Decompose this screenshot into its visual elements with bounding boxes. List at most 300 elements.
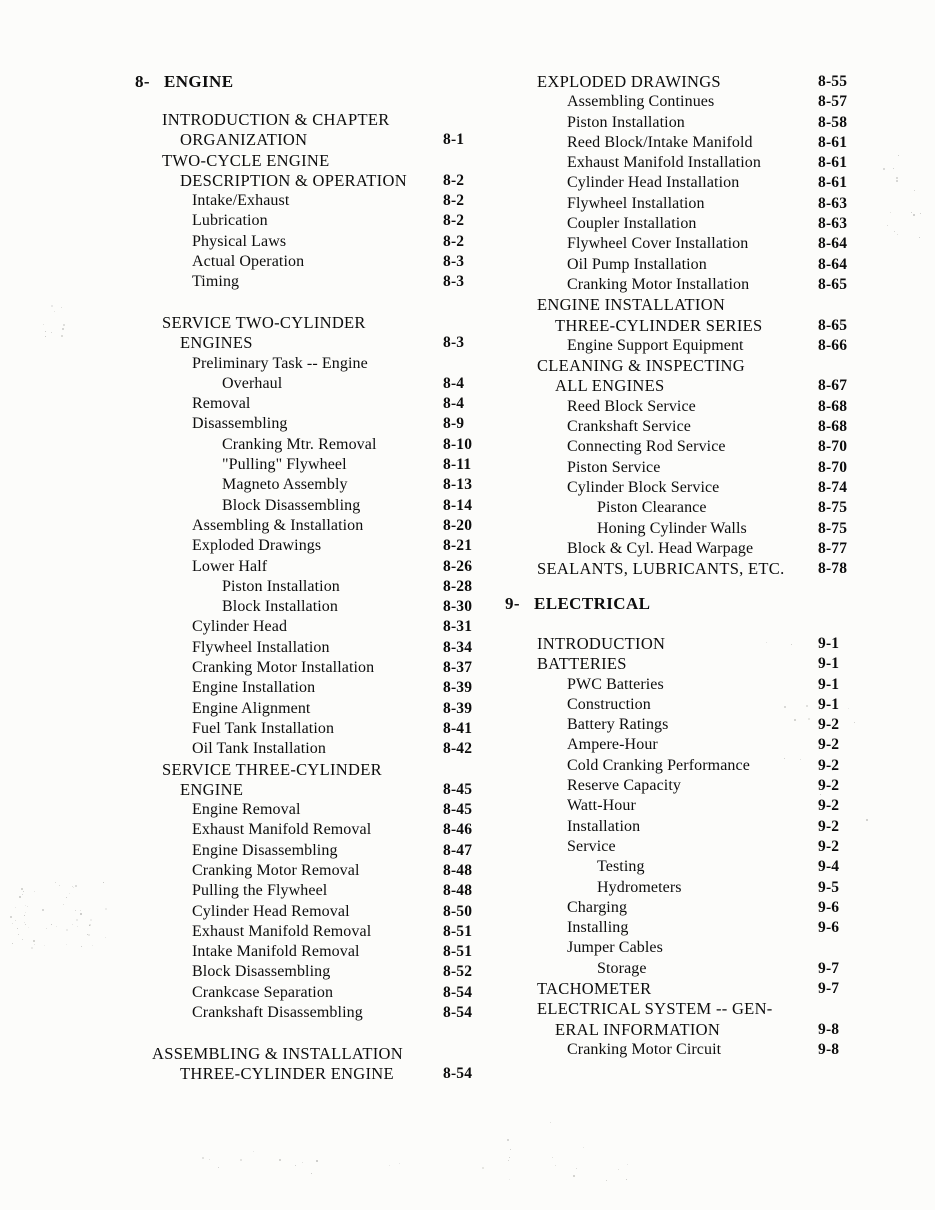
scan-speckle xyxy=(103,882,104,883)
scan-speckle xyxy=(81,946,82,947)
toc-entry-page-number: 8-20 xyxy=(443,516,473,534)
toc-entry[interactable] xyxy=(0,435,500,455)
toc-entry[interactable] xyxy=(0,902,500,922)
toc-entry[interactable] xyxy=(0,232,500,252)
toc-entry-label: Fuel Tank Installation xyxy=(192,719,335,737)
scan-speckle xyxy=(766,642,767,643)
toc-entry-page-number: 8-13 xyxy=(443,476,473,494)
toc-entry[interactable] xyxy=(500,234,935,254)
toc-entry-label: Reed Block Service xyxy=(567,397,696,415)
toc-entry[interactable] xyxy=(500,133,935,153)
scan-speckle xyxy=(509,1179,510,1180)
toc-entry-page-number: 8-46 xyxy=(443,821,473,839)
toc-entry-page-number: 8-41 xyxy=(443,719,473,737)
toc-entry[interactable] xyxy=(0,861,500,881)
toc-entry-page-number: 8-37 xyxy=(443,659,473,677)
toc-entry-label: BATTERIES xyxy=(537,654,627,674)
toc-entry-label: Testing xyxy=(597,858,645,876)
toc-entry-label: Oil Tank Installation xyxy=(192,740,326,758)
toc-entry-page-number: 8-11 xyxy=(443,456,472,474)
toc-entry[interactable] xyxy=(0,211,500,231)
toc-entry-label: Removal xyxy=(192,395,251,413)
toc-entry-label: Flywheel Installation xyxy=(567,194,705,212)
toc-entry-label: Block Disassembling xyxy=(222,496,361,514)
scan-speckle xyxy=(606,1180,607,1181)
scan-speckle xyxy=(509,1157,510,1158)
toc-entry-label: Reed Block/Intake Manifold xyxy=(567,133,753,151)
toc-entry[interactable] xyxy=(0,354,500,374)
toc-entry[interactable] xyxy=(0,252,500,272)
scan-speckle xyxy=(279,1159,281,1161)
toc-entry-page-number: 8-75 xyxy=(818,499,848,517)
toc-entry-label: DESCRIPTION & OPERATION xyxy=(180,170,407,190)
toc-entry[interactable] xyxy=(0,1064,500,1084)
toc-entry[interactable] xyxy=(500,756,935,776)
scan-speckle xyxy=(218,1167,219,1168)
toc-entry[interactable] xyxy=(500,938,935,958)
toc-entry-page-number: 8-70 xyxy=(818,438,848,456)
toc-entry-label: Block Installation xyxy=(222,598,339,616)
scan-speckle xyxy=(898,155,899,156)
chapter-heading-engine xyxy=(135,72,233,92)
toc-entry-page-number: 8-3 xyxy=(443,253,465,271)
scan-speckle xyxy=(202,1157,204,1159)
scan-speckle xyxy=(23,891,24,892)
toc-entry[interactable] xyxy=(500,857,935,877)
toc-entry-label: Exhaust Manifold Removal xyxy=(192,922,372,940)
toc-entry[interactable] xyxy=(500,376,935,396)
toc-list-engine xyxy=(0,110,500,1084)
scan-speckle xyxy=(209,1159,210,1160)
toc-entry[interactable] xyxy=(0,475,500,495)
toc-entry-label: ASSEMBLING & INSTALLATION xyxy=(152,1043,403,1063)
toc-entry-page-number: 8-65 xyxy=(818,275,848,293)
toc-entry-page-number: 8-48 xyxy=(443,861,473,879)
scan-speckle xyxy=(399,1163,400,1164)
toc-entry-label: Cranking Motor Circuit xyxy=(567,1040,722,1058)
toc-entry[interactable] xyxy=(0,617,500,637)
toc-entry-label: Engine Disassembling xyxy=(192,841,338,859)
toc-entry[interactable] xyxy=(500,173,935,193)
scan-speckle xyxy=(51,924,52,925)
toc-entry-label: Engine Support Equipment xyxy=(567,336,744,354)
toc-entry[interactable] xyxy=(0,394,500,414)
toc-entry[interactable] xyxy=(0,719,500,739)
toc-entry[interactable] xyxy=(0,110,500,130)
toc-entry-page-number: 9-2 xyxy=(818,756,840,774)
toc-entry-page-number: 8-2 xyxy=(443,212,465,230)
toc-entry[interactable] xyxy=(0,536,500,556)
scan-speckle xyxy=(80,913,82,915)
toc-entry[interactable] xyxy=(500,194,935,214)
toc-entry[interactable] xyxy=(500,316,935,336)
toc-entry-label: ENGINES xyxy=(180,333,253,353)
scan-speckle xyxy=(51,332,52,333)
toc-entry-label: THREE-CYLINDER ENGINE xyxy=(180,1063,394,1083)
toc-entry-label: ORGANIZATION xyxy=(180,130,308,150)
toc-entry-label: Watt-Hour xyxy=(567,797,636,815)
toc-entry[interactable] xyxy=(0,820,500,840)
toc-entry-page-number: 8-66 xyxy=(818,336,848,354)
toc-entry-label: Ampere-Hour xyxy=(567,736,658,754)
scan-speckle xyxy=(887,225,888,226)
toc-entry-page-number: 9-2 xyxy=(818,797,840,815)
toc-entry[interactable] xyxy=(500,397,935,417)
scan-speckle xyxy=(896,177,898,179)
toc-entry[interactable] xyxy=(500,796,935,816)
toc-entry-label: Cranking Motor Removal xyxy=(192,861,360,879)
toc-entry-label: Construction xyxy=(567,695,651,713)
scan-speckle xyxy=(295,1165,296,1166)
toc-entry-page-number: 9-4 xyxy=(818,858,840,876)
toc-entry-page-number: 8-61 xyxy=(818,133,848,151)
scan-speckle xyxy=(19,896,21,898)
toc-entry-label: Block Disassembling xyxy=(192,963,331,981)
toc-entry[interactable] xyxy=(0,171,500,191)
toc-entry[interactable] xyxy=(500,878,935,898)
toc-entry-label: Oil Pump Installation xyxy=(567,255,707,273)
toc-entry-page-number: 8-28 xyxy=(443,577,473,595)
toc-entry-label: Piston Installation xyxy=(567,113,685,131)
toc-entry[interactable] xyxy=(0,191,500,211)
toc-entry[interactable] xyxy=(500,695,935,715)
toc-entry-label: Jumper Cables xyxy=(567,939,663,957)
toc-entry[interactable] xyxy=(0,151,500,171)
toc-entry-label: TACHOMETER xyxy=(537,979,652,999)
toc-entry[interactable] xyxy=(0,658,500,678)
toc-entry-label: Exhaust Manifold Installation xyxy=(567,154,761,172)
toc-spacer xyxy=(0,1023,500,1043)
toc-entry-label: EXPLODED DRAWINGS xyxy=(537,72,721,91)
scan-speckle xyxy=(311,1173,312,1174)
toc-entry[interactable] xyxy=(500,417,935,437)
scan-speckle xyxy=(18,934,19,935)
toc-entry-page-number: 8-4 xyxy=(443,395,465,413)
toc-entry-page-number: 8-2 xyxy=(443,192,465,210)
toc-entry[interactable] xyxy=(0,760,500,780)
toc-entry[interactable] xyxy=(500,735,935,755)
toc-entry-label: Cranking Motor Installation xyxy=(567,275,750,293)
toc-entry[interactable] xyxy=(500,72,935,92)
scan-speckle xyxy=(550,1122,551,1123)
toc-entry-label: Cylinder Head xyxy=(192,618,288,636)
toc-entry-page-number: 9-1 xyxy=(818,655,840,673)
toc-entry-label: Physical Laws xyxy=(192,232,287,250)
toc-entry[interactable] xyxy=(0,313,500,333)
toc-entry[interactable] xyxy=(500,478,935,498)
toc-entry-label: Piston Clearance xyxy=(597,499,707,517)
scan-speckle xyxy=(555,1165,556,1166)
toc-entry-page-number: 8-2 xyxy=(443,232,465,250)
toc-entry-label: Exhaust Manifold Removal xyxy=(192,821,372,839)
toc-entry-label: Assembling Continues xyxy=(567,93,715,111)
toc-entry[interactable] xyxy=(500,837,935,857)
toc-entry[interactable] xyxy=(0,678,500,698)
scan-speckle xyxy=(508,1160,509,1161)
toc-entry[interactable] xyxy=(500,634,935,654)
toc-entry-label: Piston Installation xyxy=(222,577,340,595)
toc-entry[interactable] xyxy=(0,983,500,1003)
toc-entry-page-number: 8-9 xyxy=(443,415,465,433)
toc-entry[interactable] xyxy=(0,557,500,577)
toc-entry[interactable] xyxy=(500,817,935,837)
toc-entry-label: ENGINE xyxy=(180,779,244,799)
toc-entry[interactable] xyxy=(500,498,935,518)
toc-entry-label: "Pulling" Flywheel xyxy=(222,456,347,474)
toc-entry-page-number: 8-4 xyxy=(443,374,465,392)
scan-speckle xyxy=(316,1160,318,1162)
toc-entry-label: Actual Operation xyxy=(192,253,305,271)
toc-entry-label: SEALANTS, LUBRICANTS, ETC. xyxy=(537,559,785,579)
toc-entry-label: Flywheel Cover Installation xyxy=(567,235,749,253)
toc-entry-page-number: 8-21 xyxy=(443,537,473,555)
scan-speckle xyxy=(25,912,26,913)
toc-entry-label: Block & Cyl. Head Warpage xyxy=(567,539,754,557)
scan-speckle xyxy=(105,937,106,938)
scan-speckle xyxy=(88,934,90,936)
scan-speckle xyxy=(894,231,895,232)
toc-entry[interactable] xyxy=(500,255,935,275)
toc-entry-page-number: 8-70 xyxy=(818,458,848,476)
toc-entry-page-number: 8-34 xyxy=(443,638,473,656)
toc-entry-page-number: 8-48 xyxy=(443,882,473,900)
toc-entry[interactable] xyxy=(500,776,935,796)
toc-entry[interactable] xyxy=(0,1003,500,1023)
toc-entry[interactable] xyxy=(0,942,500,962)
toc-entry-page-number: 9-8 xyxy=(818,1040,840,1058)
scan-speckle xyxy=(21,888,23,890)
toc-entry[interactable] xyxy=(500,918,935,938)
toc-entry-page-number: 9-1 xyxy=(818,635,840,652)
scan-speckle xyxy=(72,886,73,887)
toc-entry-label: Lubrication xyxy=(192,212,268,230)
toc-entry[interactable] xyxy=(500,979,935,999)
toc-entry[interactable] xyxy=(0,962,500,982)
toc-entry-label: Flywheel Installation xyxy=(192,638,330,656)
toc-entry[interactable] xyxy=(0,922,500,942)
toc-entry[interactable] xyxy=(0,739,500,759)
toc-entry-page-number: 8-57 xyxy=(818,93,848,111)
toc-entry-page-number: 8-75 xyxy=(818,519,848,537)
scan-speckle xyxy=(43,324,44,325)
toc-entry-label: Preliminary Task -- Engine xyxy=(192,354,368,372)
toc-entry[interactable] xyxy=(500,675,935,695)
toc-entry-label: Engine Installation xyxy=(192,679,316,697)
toc-entry[interactable] xyxy=(500,959,935,979)
toc-entry-label: ENGINE INSTALLATION xyxy=(537,295,726,315)
toc-entry-page-number: 8-31 xyxy=(443,618,473,636)
toc-entry-page-number: 8-42 xyxy=(443,740,473,758)
chapter-number: 8- xyxy=(135,72,150,91)
toc-entry-page-number: 8-54 xyxy=(443,983,473,1001)
scan-speckle xyxy=(27,906,28,907)
toc-entry[interactable] xyxy=(500,356,935,376)
toc-entry[interactable] xyxy=(500,519,935,539)
toc-entry[interactable] xyxy=(0,374,500,394)
toc-entry-page-number: 8-54 xyxy=(443,1004,473,1022)
scan-speckle xyxy=(15,920,16,921)
toc-entry-page-number: 8-61 xyxy=(818,154,848,172)
scan-speckle xyxy=(72,924,73,925)
toc-entry[interactable] xyxy=(0,638,500,658)
scan-speckle xyxy=(806,705,808,707)
scan-speckle xyxy=(63,324,65,326)
toc-entry-page-number: 8-47 xyxy=(443,841,473,859)
toc-entry-label: INTRODUCTION & CHAPTER xyxy=(162,110,390,129)
scan-speckle xyxy=(482,1167,484,1169)
toc-entry-label: Assembling & Installation xyxy=(192,516,364,534)
toc-entry-label: SERVICE THREE-CYLINDER xyxy=(162,759,382,779)
toc-entry[interactable] xyxy=(500,458,935,478)
toc-entry-page-number: 9-7 xyxy=(818,959,840,977)
toc-entry-page-number: 9-2 xyxy=(818,817,840,835)
toc-entry-label: Engine Removal xyxy=(192,801,301,819)
toc-entry[interactable] xyxy=(0,496,500,516)
toc-entry[interactable] xyxy=(0,516,500,536)
toc-entry[interactable] xyxy=(0,780,500,800)
toc-entry[interactable] xyxy=(500,654,935,674)
toc-entry-label: Disassembling xyxy=(192,415,288,433)
toc-entry-page-number: 8-45 xyxy=(443,801,473,819)
scan-speckle xyxy=(33,940,35,942)
scan-speckle xyxy=(897,234,898,235)
toc-entry[interactable] xyxy=(500,113,935,133)
toc-entry-page-number: 8-67 xyxy=(818,377,848,395)
chapter-heading-electrical xyxy=(505,594,650,614)
toc-entry-page-number: 8-54 xyxy=(443,1064,473,1082)
toc-entry[interactable] xyxy=(500,1040,935,1060)
toc-entry-label: ELECTRICAL SYSTEM -- GEN- xyxy=(537,999,773,1019)
toc-spacer xyxy=(0,293,500,313)
chapter-title: ENGINE xyxy=(163,72,234,91)
toc-entry[interactable] xyxy=(500,539,935,559)
chapter-title: ELECTRICAL xyxy=(533,594,651,613)
toc-entry[interactable] xyxy=(500,275,935,295)
toc-entry[interactable] xyxy=(0,841,500,861)
toc-entry-page-number: 8-63 xyxy=(818,194,848,212)
toc-entry-page-number: 8-10 xyxy=(443,435,473,453)
toc-entry[interactable] xyxy=(0,1044,500,1064)
toc-entry[interactable] xyxy=(500,898,935,918)
toc-entry-page-number: 8-74 xyxy=(818,478,848,496)
toc-entry-page-number: 8-1 xyxy=(443,131,465,149)
toc-entry-page-number: 8-51 xyxy=(443,943,473,961)
toc-entry-label: INTRODUCTION xyxy=(537,634,666,653)
toc-entry-label: Cylinder Head Installation xyxy=(567,174,740,192)
scan-speckle xyxy=(576,1168,577,1169)
toc-entry-page-number: 8-77 xyxy=(818,539,848,557)
toc-entry-page-number: 8-68 xyxy=(818,397,848,415)
toc-entry-page-number: 8-61 xyxy=(818,174,848,192)
toc-entry-page-number: 8-2 xyxy=(443,171,465,189)
toc-entry[interactable] xyxy=(500,437,935,457)
toc-entry-label: ALL ENGINES xyxy=(555,376,665,396)
scan-speckle xyxy=(302,1162,303,1163)
toc-entry[interactable] xyxy=(0,699,500,719)
toc-entry-label: Intake Manifold Removal xyxy=(192,943,360,961)
toc-entry[interactable] xyxy=(0,414,500,434)
toc-entry-label: Battery Ratings xyxy=(567,716,669,734)
toc-entry-label: Service xyxy=(567,837,616,855)
toc-entry-page-number: 8-65 xyxy=(818,316,848,334)
toc-entry-page-number: 8-63 xyxy=(818,215,848,233)
toc-entry-label: THREE-CYLINDER SERIES xyxy=(555,315,763,335)
toc-entry[interactable] xyxy=(500,559,935,579)
toc-entry-page-number: 9-2 xyxy=(818,837,840,855)
toc-entry-label: Installation xyxy=(567,817,641,835)
toc-entry-label: Exploded Drawings xyxy=(192,537,322,555)
toc-entry-label: Cold Cranking Performance xyxy=(567,756,750,774)
toc-entry-page-number: 9-6 xyxy=(818,898,840,916)
toc-entry-label: Connecting Rod Service xyxy=(567,438,726,456)
scan-speckle xyxy=(911,212,912,213)
toc-entry-page-number: 9-1 xyxy=(818,695,840,713)
toc-entry[interactable] xyxy=(500,336,935,356)
toc-entry[interactable] xyxy=(500,715,935,735)
toc-entry[interactable] xyxy=(0,800,500,820)
scan-speckle xyxy=(25,924,26,925)
scan-speckle xyxy=(784,758,785,759)
toc-entry[interactable] xyxy=(500,295,935,315)
toc-entry-label: Cylinder Block Service xyxy=(567,478,720,496)
toc-entry-label: Crankshaft Disassembling xyxy=(192,1004,363,1022)
scan-speckle xyxy=(45,331,46,332)
scan-speckle xyxy=(510,1149,511,1150)
toc-entry-page-number: 8-55 xyxy=(818,73,848,90)
toc-entry[interactable] xyxy=(500,1020,935,1040)
toc-entry-label: SERVICE TWO-CYLINDER xyxy=(162,312,366,332)
scan-speckle xyxy=(75,910,76,911)
toc-entry[interactable] xyxy=(500,153,935,173)
toc-entry[interactable] xyxy=(500,999,935,1019)
scan-speckle xyxy=(507,1139,509,1141)
toc-entry-label: Reserve Capacity xyxy=(567,777,681,795)
toc-entry-page-number: 9-6 xyxy=(818,919,840,937)
toc-entry-label: PWC Batteries xyxy=(567,675,664,693)
scan-speckle xyxy=(627,1164,628,1165)
toc-entry-label: Cranking Mtr. Removal xyxy=(222,435,377,453)
toc-entry[interactable] xyxy=(500,214,935,234)
toc-entry-page-number: 8-30 xyxy=(443,598,473,616)
scan-speckle xyxy=(105,908,107,910)
toc-entry[interactable] xyxy=(0,333,500,353)
toc-entry[interactable] xyxy=(0,455,500,475)
toc-entry-page-number: 8-26 xyxy=(443,557,473,575)
toc-entry-page-number: 8-78 xyxy=(818,560,848,578)
toc-entry-page-number: 8-52 xyxy=(443,963,473,981)
toc-entry[interactable] xyxy=(0,597,500,617)
toc-entry-label: Timing xyxy=(192,273,240,291)
toc-entry-page-number: 9-5 xyxy=(818,878,840,896)
scan-speckle xyxy=(890,212,891,213)
toc-entry[interactable] xyxy=(500,92,935,112)
scan-speckle xyxy=(46,928,47,929)
toc-entry-page-number: 8-50 xyxy=(443,902,473,920)
toc-entry-label: Cranking Motor Installation xyxy=(192,659,375,677)
scan-speckle xyxy=(389,1165,390,1166)
toc-entry-label: ERAL INFORMATION xyxy=(555,1019,721,1039)
toc-entry-label: Piston Service xyxy=(567,458,661,476)
toc-entry-page-number: 8-39 xyxy=(443,699,473,717)
toc-entry[interactable] xyxy=(0,577,500,597)
toc-entry[interactable] xyxy=(0,272,500,292)
toc-entry-page-number: 8-68 xyxy=(818,418,848,436)
scan-speckle xyxy=(77,926,78,927)
toc-entry-page-number: 8-3 xyxy=(443,334,465,352)
toc-entry[interactable] xyxy=(0,130,500,150)
scan-speckle xyxy=(583,1147,584,1148)
scan-speckle xyxy=(92,945,93,946)
